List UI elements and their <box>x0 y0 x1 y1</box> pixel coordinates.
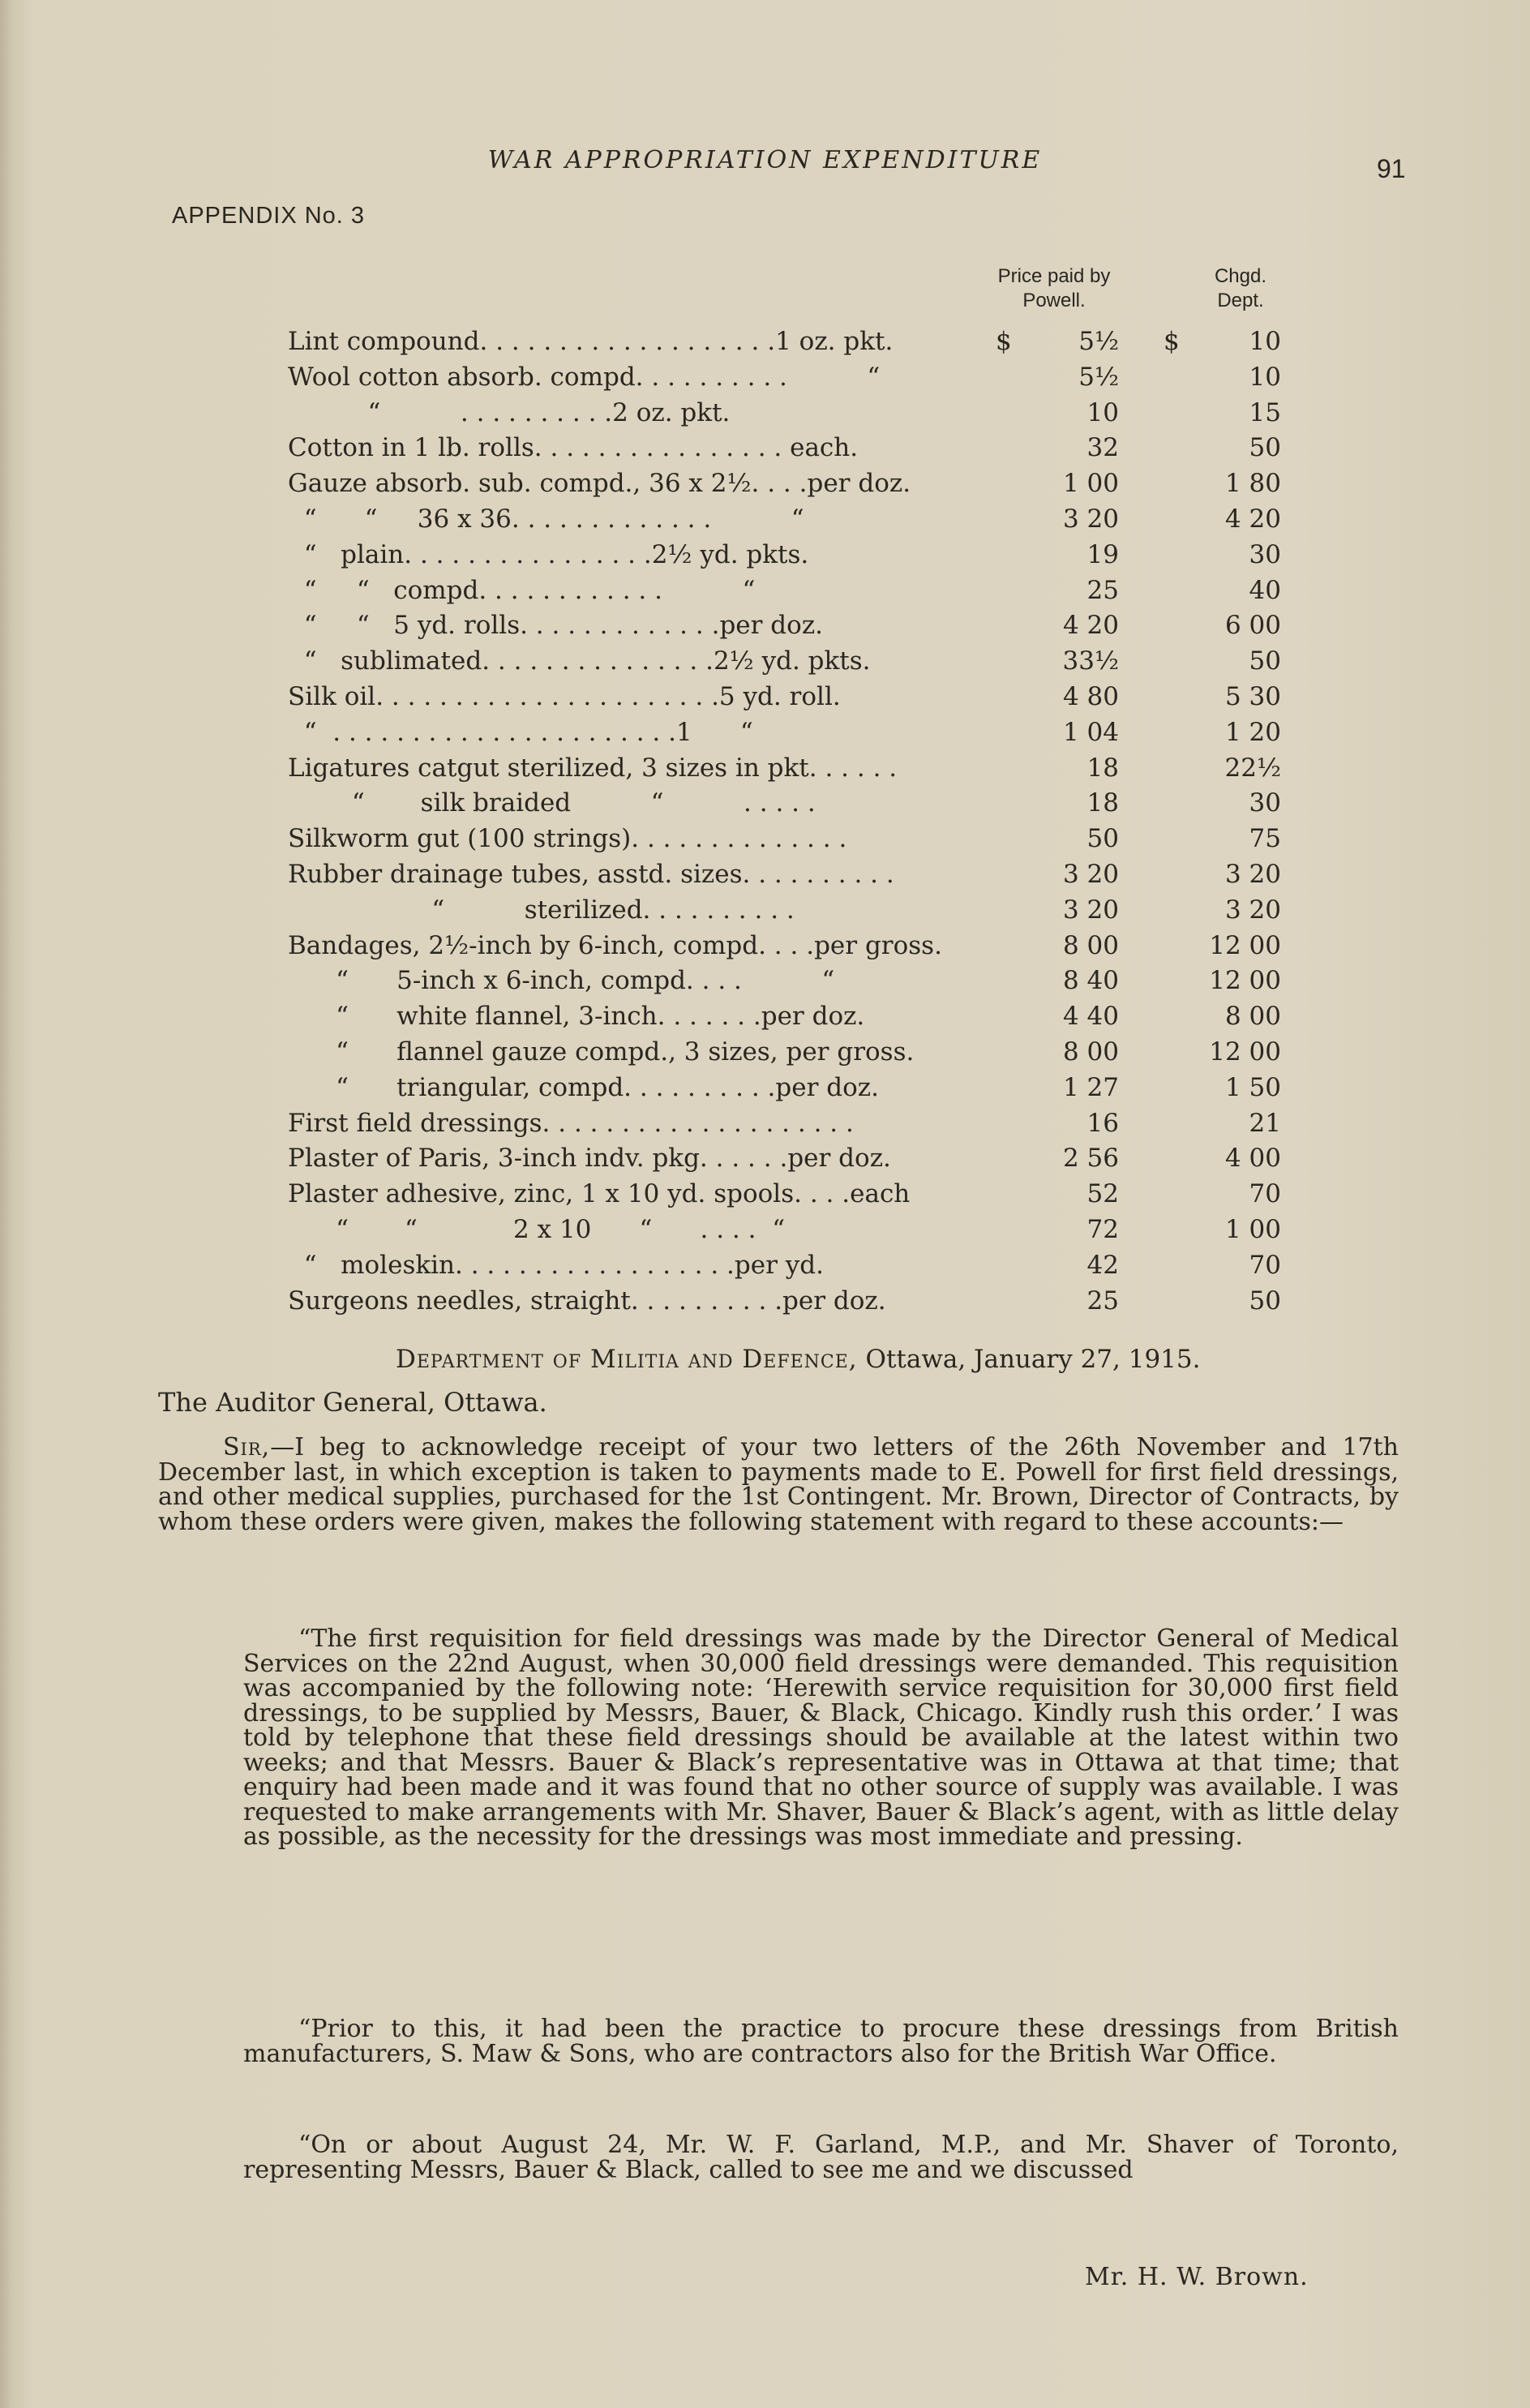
charged-dept-cell: 1 20 <box>1224 717 1281 747</box>
price-paid-cell: 8 40 <box>1062 966 1119 996</box>
letter-paragraph-4: “On or about August 24, Mr. W. F. Garland, M.P., and Mr. Shaver of Toronto, representing Messrs, Bauer & Black, called to see me and we discussed <box>243 2131 1399 2184</box>
charged-dept-cell: 50 <box>1249 433 1281 463</box>
price-paid-cell: 52 <box>1086 1179 1119 1209</box>
price-paid-cell: 10 <box>1086 397 1119 427</box>
price-paid-cell: 1 04 <box>1062 717 1119 747</box>
table-row <box>0 1141 1530 1175</box>
charged-dept-cell: 1 80 <box>1224 469 1281 499</box>
price-paid-cell: 5½ <box>1078 362 1119 392</box>
item-description: “ . . . . . . . . . .2 oz. pkt. <box>288 397 731 427</box>
charged-dept-cell: 10 <box>1249 362 1281 392</box>
price-paid-cell: 72 <box>1086 1215 1119 1244</box>
price-paid-cell: 8 00 <box>1062 930 1119 960</box>
dateline-place-date: Ottawa, January 27, 1915. <box>857 1345 1201 1374</box>
item-description: “ . . . . . . . . . . . . . . . . . . . . . .1 “ <box>288 717 753 747</box>
charged-dept-cell: 12 00 <box>1209 930 1281 960</box>
price-paid-cell: 5½ <box>1078 327 1119 356</box>
charged-dept-cell: 12 00 <box>1209 966 1281 996</box>
charged-dept-cell: 21 <box>1249 1108 1281 1138</box>
letter-signature: Mr. H. W. Brown. <box>1085 2263 1309 2291</box>
letter-addressee: The Auditor General, Ottawa. <box>158 1387 547 1418</box>
paragraph-1-text: —I beg to acknowledge receipt of your two letters of the 26th November and 17th December last, in which exception is taken to payments made to E. Powell for first field dressings, and other medical supplies, purchased for the 1st Contingent. Mr. Brown, Director of Contracts, by whom these orders were given, makes the following statement with regard to these accounts:— <box>158 1433 1399 1536</box>
charged-dept-cell: 5 30 <box>1224 682 1281 711</box>
item-description: “ silk braided “ . . . . . <box>288 788 816 818</box>
letter-paragraph-1 <box>158 1433 1399 1536</box>
charged-dept-cell: 40 <box>1249 575 1281 605</box>
charged-dept-cell: 4 20 <box>1224 504 1281 534</box>
charged-header-line2: Dept. <box>1217 290 1264 311</box>
item-description: Lint compound. . . . . . . . . . . . . . . . . . .1 oz. pkt. <box>288 327 894 356</box>
table-row <box>0 786 1530 820</box>
item-description: “ white flannel, 3-inch. . . . . . .per doz. <box>288 1002 865 1032</box>
item-description: “ moleskin. . . . . . . . . . . . . . . . . .per yd. <box>288 1250 824 1280</box>
price-paid-cell: 3 20 <box>1062 504 1119 534</box>
table-row <box>0 1106 1530 1140</box>
table-row <box>0 1213 1530 1247</box>
table-row <box>0 324 1530 358</box>
table-row <box>0 502 1530 536</box>
item-description: Silkworm gut (100 strings). . . . . . . . . . . . . . <box>288 824 847 854</box>
item-description: “ plain. . . . . . . . . . . . . . . .2½ yd. pkts. <box>288 539 809 569</box>
charged-dept-cell: 10 <box>1249 327 1281 356</box>
table-row <box>0 1035 1530 1069</box>
charged-dept-cell: 3 20 <box>1224 860 1281 889</box>
item-description: Silk oil. . . . . . . . . . . . . . . . . . . . . .5 yd. roll. <box>288 682 841 711</box>
charged-dept-cell: 15 <box>1249 397 1281 427</box>
item-description: “ “ 2 x 10 “ . . . . “ <box>288 1215 786 1244</box>
charged-dept-cell: 1 00 <box>1224 1215 1281 1244</box>
charged-dept-cell: 1 50 <box>1224 1072 1281 1102</box>
item-description: Surgeons needles, straight. . . . . . . . . .per doz. <box>288 1286 886 1316</box>
item-description: Plaster of Paris, 3-inch indv. pkg. . . . . .per doz. <box>288 1144 891 1174</box>
letter-paragraph-2: “The first requisition for field dressings was made by the Director General of Medical Services on the 22nd August, when 30,000 field dressings were demanded. This requisition was accompanied by the following note: ‘Herewith service requisition for 30,000 first field dressings, to be supplied by Messrs, Bauer, & Black, Chicago. Kindly rush this order.’ I was told by telephone that these field dressings should be available at the latest within two weeks; and that Messrs. Bauer & Black’s representative was in Ottawa at that time; that enquiry had been made and it was found that no other source of supply was available. I was requested to make arrangements with Mr. Shaver, Bauer & Black’s agent, with as little delay as possible, as the necessity for the dressings was most immediate and pressing. <box>243 1625 1399 1851</box>
price-paid-cell: 8 00 <box>1062 1037 1119 1067</box>
table-row <box>0 680 1530 714</box>
charged-dept-cell: 75 <box>1249 824 1281 854</box>
charged-dept-cell: 70 <box>1249 1250 1281 1280</box>
price-paid-cell: 1 00 <box>1062 469 1119 499</box>
charged-dept-cell: 3 20 <box>1224 895 1281 925</box>
price-paid-cell: 25 <box>1086 1286 1119 1316</box>
item-description: Cotton in 1 lb. rolls. . . . . . . . . . . . . . . . each. <box>288 433 859 463</box>
page-number: 91 <box>1377 154 1406 183</box>
price-paid-cell: 3 20 <box>1062 860 1119 889</box>
price-paid-cell: 18 <box>1086 788 1119 818</box>
charged-dept-cell: 22½ <box>1224 753 1281 783</box>
item-description: “ flannel gauze compd., 3 sizes, per gross. <box>288 1037 915 1067</box>
table-row <box>0 822 1530 856</box>
price-paid-cell: 18 <box>1086 753 1119 783</box>
item-description: “ “ 5 yd. rolls. . . . . . . . . . . . .per doz. <box>288 611 824 641</box>
item-description: “ sublimated. . . . . . . . . . . . . . .2½ yd. pkts. <box>288 646 871 676</box>
item-description: “ triangular, compd. . . . . . . . . .per doz. <box>288 1072 879 1102</box>
charged-dollar-sign: $ <box>1164 327 1180 356</box>
letter-paragraph-3: “Prior to this, it had been the practice to procure these dressings from British manufacturers, S. Maw & Sons, who are contractors also for the British War Office. <box>243 2015 1399 2068</box>
salutation: Sir, <box>223 1433 271 1462</box>
price-paid-cell: 25 <box>1086 575 1119 605</box>
price-header-line1: Price paid by <box>997 265 1111 287</box>
price-header-line2: Powell. <box>1022 290 1086 311</box>
running-head: WAR APPROPRIATION EXPENDITURE <box>487 146 1043 174</box>
appendix-label: APPENDIX No. 3 <box>172 203 366 229</box>
price-paid-cell: 19 <box>1086 539 1119 569</box>
price-column-header <box>949 264 1159 313</box>
table-row <box>0 360 1530 394</box>
table-row <box>0 573 1530 607</box>
charged-dept-cell: 50 <box>1249 646 1281 676</box>
dateline-department: Department of Militia and Defence, <box>396 1345 858 1374</box>
item-description: Ligatures catgut sterilized, 3 sizes in pkt. . . . . . <box>288 753 898 783</box>
table-row <box>0 715 1530 749</box>
price-paid-cell: 32 <box>1086 433 1119 463</box>
table-row <box>0 608 1530 642</box>
table-row <box>0 1177 1530 1211</box>
price-paid-cell: 1 27 <box>1062 1072 1119 1102</box>
item-description: Plaster adhesive, zinc, 1 x 10 yd. spools. . . .each <box>288 1179 911 1209</box>
table-row <box>0 751 1530 785</box>
price-paid-cell: 4 20 <box>1062 611 1119 641</box>
item-description: First field dressings. . . . . . . . . . . . . . . . . . . . <box>288 1108 854 1138</box>
table-row <box>0 929 1530 963</box>
table-row <box>0 538 1530 572</box>
table-row <box>0 857 1530 891</box>
price-paid-cell: 2 56 <box>1062 1144 1119 1174</box>
charged-dept-cell: 30 <box>1249 788 1281 818</box>
table-row <box>0 1248 1530 1282</box>
charged-dept-cell: 6 00 <box>1224 611 1281 641</box>
charged-header-line1: Chgd. <box>1214 265 1267 287</box>
table-row <box>0 893 1530 927</box>
price-paid-cell: 50 <box>1086 824 1119 854</box>
table-row <box>0 999 1530 1033</box>
price-paid-cell: 33½ <box>1062 646 1119 676</box>
item-description: “ 5-inch x 6-inch, compd. . . . “ <box>288 966 835 996</box>
price-paid-cell: 42 <box>1086 1250 1119 1280</box>
charged-column-header <box>1180 264 1301 313</box>
item-description: Bandages, 2½-inch by 6-inch, compd. . . .per gross. <box>288 930 942 960</box>
table-row <box>0 644 1530 678</box>
price-paid-cell: 3 20 <box>1062 895 1119 925</box>
item-description: Gauze absorb. sub. compd., 36 x 2½. . . .per doz. <box>288 469 911 499</box>
table-row <box>0 396 1530 430</box>
charged-dept-cell: 30 <box>1249 539 1281 569</box>
table-row <box>0 431 1530 465</box>
table-row <box>0 466 1530 500</box>
item-description: “ “ compd. . . . . . . . . . . . “ <box>288 575 756 605</box>
item-description: Rubber drainage tubes, asstd. sizes. . . . . . . . . . <box>288 860 894 889</box>
item-description: “ sterilized. . . . . . . . . . <box>288 895 795 925</box>
table-row <box>0 964 1530 998</box>
item-description: “ “ 36 x 36. . . . . . . . . . . . . “ <box>288 504 804 534</box>
charged-dept-cell: 70 <box>1249 1179 1281 1209</box>
letter-dateline <box>396 1345 1200 1374</box>
charged-dept-cell: 50 <box>1249 1286 1281 1316</box>
table-row <box>0 1071 1530 1105</box>
price-dollar-sign: $ <box>996 327 1012 356</box>
charged-dept-cell: 12 00 <box>1209 1037 1281 1067</box>
item-description: Wool cotton absorb. compd. . . . . . . . . . “ <box>288 362 881 392</box>
charged-dept-cell: 8 00 <box>1224 1002 1281 1032</box>
price-paid-cell: 4 80 <box>1062 682 1119 711</box>
charged-dept-cell: 4 00 <box>1224 1144 1281 1174</box>
table-row <box>0 1284 1530 1318</box>
price-paid-cell: 4 40 <box>1062 1002 1119 1032</box>
price-paid-cell: 16 <box>1086 1108 1119 1138</box>
